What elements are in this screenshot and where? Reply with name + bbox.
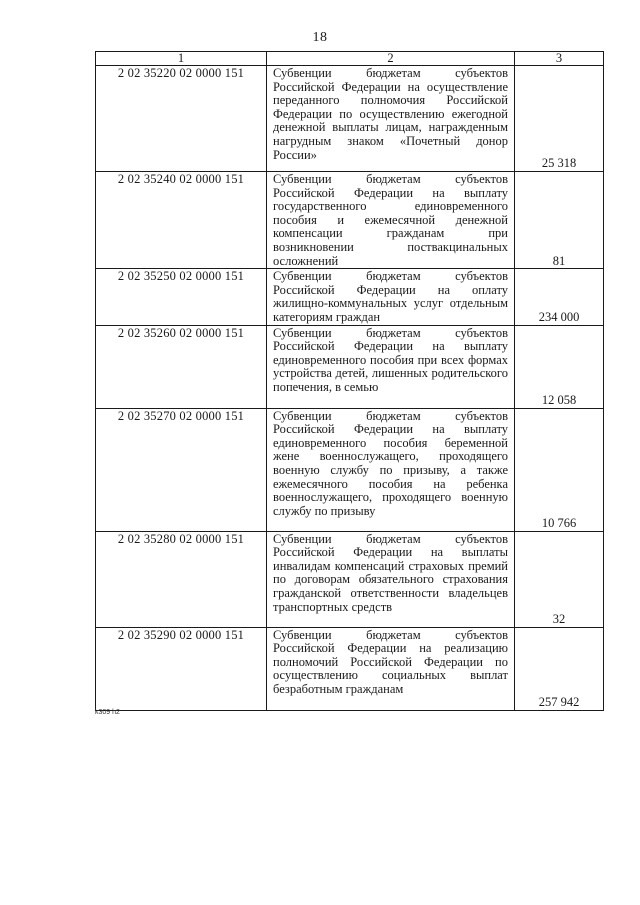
column-header-code: 1 — [96, 52, 267, 66]
column-header-description: 2 — [267, 52, 515, 66]
amount-cell: 25 318 — [515, 66, 604, 172]
table-row — [96, 66, 604, 172]
amount-cell: 81 — [515, 172, 604, 269]
description-cell: Субвенции бюджетам субъектов Российской Федерации на осуществление переданного полномочия Российской Федерации по осуществлению ежегодной денежной выплаты лицам, награжденным нагрудным знаком «Почетный донор России» — [267, 66, 515, 172]
table-row — [96, 269, 604, 325]
budget-code-cell: 2 02 35290 02 0000 151 — [96, 627, 267, 710]
budget-code-cell: 2 02 35240 02 0000 151 — [96, 172, 267, 269]
description-cell: Субвенции бюджетам субъектов Российской Федерации на выплату единовременного пособия при всех формах устройства детей, лишенных родительского попечения, в семью — [267, 325, 515, 408]
budget-code-cell: 2 02 35220 02 0000 151 — [96, 66, 267, 172]
amount-cell: 12 058 — [515, 325, 604, 408]
amount-cell: 10 766 — [515, 408, 604, 531]
budget-code-cell: 2 02 35250 02 0000 151 — [96, 269, 267, 325]
description-cell: Субвенции бюджетам субъектов Российской Федерации на выплату единовременного пособия беременной жене военнослужащего, проходящего военную службу по призыву, а также ежемесячного пособия на ребенка военнослужащего, проходящего военную службу по призыву — [267, 408, 515, 531]
table-row — [96, 325, 604, 408]
page-number: 18 — [312, 30, 328, 45]
table-row — [96, 531, 604, 627]
description-cell: Субвенции бюджетам субъектов Российской Федерации на реализацию полномочий Российской Федерации по осуществлению социальных выплат безработным гражданам — [267, 627, 515, 710]
table-row — [96, 408, 604, 531]
description-cell: Субвенции бюджетам субъектов Российской Федерации на оплату жилищно-коммунальных услуг отдельным категориям граждан — [267, 269, 515, 325]
table-row — [96, 172, 604, 269]
budget-code-cell: 2 02 35280 02 0000 151 — [96, 531, 267, 627]
table-header-row — [96, 52, 604, 66]
budget-code-cell: 2 02 35260 02 0000 151 — [96, 325, 267, 408]
subvention-table — [95, 51, 604, 711]
amount-cell: 32 — [515, 531, 604, 627]
description-cell: Субвенции бюджетам субъектов Российской Федерации на выплату государственного единовременного пособия и ежемесячной денежной компенсации гражданам при возникновении поствакцинальных осложнений — [267, 172, 515, 269]
amount-cell: 257 942 — [515, 627, 604, 710]
column-header-amount: 3 — [515, 52, 604, 66]
description-cell: Субвенции бюджетам субъектов Российской Федерации на выплаты инвалидам компенсаций страховых премий по договорам обязательного страхования гражданской ответственности владельцев транспортных средств — [267, 531, 515, 627]
budget-code-cell: 2 02 35270 02 0000 151 — [96, 408, 267, 531]
table-row — [96, 627, 604, 710]
footer-document-code: k309 h2 — [95, 709, 120, 716]
amount-cell: 234 000 — [515, 269, 604, 325]
